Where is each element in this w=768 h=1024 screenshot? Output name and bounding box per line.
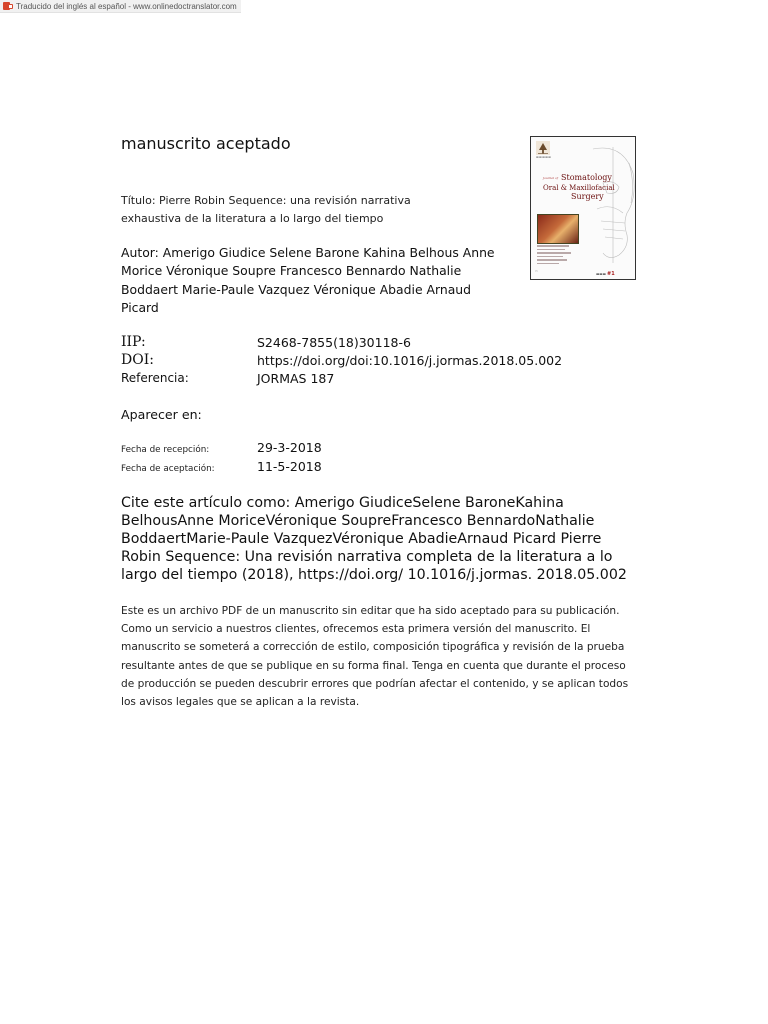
doi-row bbox=[121, 352, 562, 368]
page-heading: manuscrito aceptado bbox=[121, 134, 291, 153]
citation-text: Cite este artículo como: Amerigo GiudiceSelene BaroneKahina BelhousAnne MoriceVéronique SoupreFrancesco BennardoNathalie BoddaertMarie-Paule VazquezVéronique AbadieArnaud Picard Pierre Robin Sequence: Una revisión narrativa completa de la literatura a lo largo del tiempo (2018), https://doi.org/ 10.1016/j.jormas. 2018.05.002 bbox=[121, 495, 627, 583]
skull-illustration-icon bbox=[583, 143, 636, 269]
received-value: 29-3-2018 bbox=[257, 440, 322, 455]
disclaimer-notice: Este es un archivo PDF de un manuscrito sin editar que ha sido aceptado para su publicación. Como un servicio a nuestros clientes, ofrecemos esta primera versión del manuscrito. El manuscrito se someterá a corrección de estilo, composición tipográfica y revisión de la prueba resultante antes de que se publique en su forma final. Tenga en cuenta que durante el proceso de producción se pueden descubrir errores que podrían afectar el contenido, y se aplican todos los avisos legales que se aplican a la revista. bbox=[121, 605, 629, 709]
journal-cover bbox=[530, 136, 636, 280]
banner-text[interactable]: Traducido del inglés al español - www.onlinedoctranslator.com bbox=[16, 1, 237, 11]
publisher-logo-icon bbox=[536, 141, 550, 155]
author-list: Autor: Amerigo Giudice Selene Barone Kahina Belhous Anne Morice Véronique Soupre Francesco Bennardo Nathalie Boddaert Marie-Paule Vazquez Véronique Abadie Arnaud Picard bbox=[121, 245, 495, 315]
cover-title-oral-maxillofacial: Oral & Maxillofacial bbox=[543, 184, 615, 192]
cover-journal-of: Journal of bbox=[543, 176, 558, 180]
pii-value: S2468-7855(18)30118-6 bbox=[257, 335, 411, 350]
pii-label: IIP: bbox=[121, 334, 146, 350]
received-label: Fecha de recepción: bbox=[121, 445, 210, 455]
reference-label: Referencia: bbox=[121, 371, 189, 385]
publisher-logo-lines: ▬▬▬▬▬ bbox=[536, 155, 552, 159]
cover-issue-number: #1 bbox=[607, 271, 615, 277]
received-row bbox=[121, 440, 322, 455]
cover-issue-badge: ▬▬▬ #1 bbox=[596, 271, 615, 277]
cover-photo bbox=[537, 214, 579, 244]
article-title: Título: Pierre Robin Sequence: una revisión narrativa exhaustiva de la literatura a lo largo del tiempo bbox=[121, 194, 411, 225]
cover-footer-left: ▭ bbox=[535, 269, 538, 273]
appear-in-label: Aparecer en: bbox=[121, 407, 202, 422]
reference-row bbox=[121, 371, 334, 386]
accepted-row bbox=[121, 459, 322, 474]
cover-text-lines bbox=[537, 245, 571, 266]
doi-label: DOI: bbox=[121, 352, 154, 368]
pii-row bbox=[121, 334, 411, 350]
cover-title-surgery: Surgery bbox=[571, 192, 604, 201]
translator-banner[interactable] bbox=[0, 0, 241, 13]
doi-link[interactable]: https://doi.org/doi:10.1016/j.jormas.2018.05.002 bbox=[257, 353, 563, 368]
cover-title-stomatology: Stomatology bbox=[561, 173, 612, 182]
reference-value: JORMAS 187 bbox=[257, 371, 335, 386]
accepted-value: 11-5-2018 bbox=[257, 459, 322, 474]
accepted-label: Fecha de aceptación: bbox=[121, 464, 215, 474]
pdf-translate-icon bbox=[3, 2, 13, 10]
